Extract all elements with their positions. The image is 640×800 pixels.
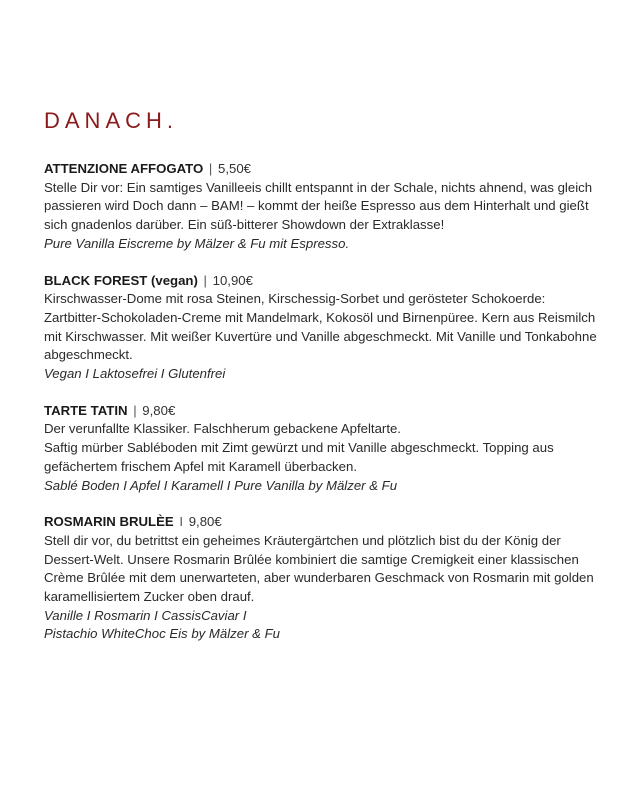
description-paragraph: Saftig mürber Sabléboden mit Zimt gewürzt und mit Vanille abgeschmeckt. Topping aus gefächertem frischem Apfel mit Karamell überbacken.	[44, 440, 554, 474]
menu-item-description	[44, 290, 604, 365]
menu-item-price: 9,80€	[188, 514, 222, 530]
menu-item-header	[44, 272, 604, 291]
menu-item-header	[44, 160, 604, 179]
menu-item-name: ATTENZIONE AFFOGATO	[44, 161, 204, 176]
menu-item-header	[44, 402, 604, 421]
price-separator: I	[179, 514, 184, 530]
menu-item	[44, 402, 604, 496]
menu-item-price: 9,80€	[142, 402, 176, 418]
menu-item-description	[44, 420, 604, 476]
menu-item	[44, 160, 604, 254]
description-paragraph: Stelle Dir vor: Ein samtiges Vanilleeis chillt entspannt in der Schale, nichts ahnend, was gleich passieren wird Doch dann – BAM! – kommt der heiße Espresso aus dem Hinterhalt und gießt sich gnadenlos darüber. Ein süß-bitterer Showdown der Extraklasse!	[44, 179, 593, 233]
dessert-list	[44, 160, 604, 662]
price-separator: |	[208, 161, 213, 176]
menu-item-ingredients-note: Vegan I Laktosefrei I Glutenfrei	[44, 366, 226, 382]
menu-item	[44, 272, 604, 384]
menu-item-name: ROSMARIN BRULÈE	[44, 514, 174, 530]
menu-item-ingredients-note: Vanille I Rosmarin I CassisCaviar I	[44, 607, 247, 623]
menu-item-description	[44, 179, 604, 235]
menu-item-ingredients-note: Pure Vanilla Eiscreme by Mälzer & Fu mit Espresso.	[44, 235, 350, 251]
price-separator: |	[203, 272, 207, 288]
description-paragraph: Stell dir vor, du betrittst ein geheimes Kräutergärtchen und plötzlich bist du der König der Dessert-Welt. Unsere Rosmarin Brûlée kombiniert die samtige Cremigkeit einer klassischen Crème Brûlée mit dem unerwarteten, aber wunderbaren Geschmack von Rosmarin mit golden karamellisiertem Zucker oben drauf.	[44, 532, 594, 605]
section-heading: DANACH.	[44, 108, 179, 133]
menu-item-price: 5,50€	[218, 161, 252, 176]
menu-item-ingredients-note: Sablé Boden I Apfel I Karamell I Pure Vanilla by Mälzer & Fu	[44, 477, 398, 493]
menu-item-price: 10,90€	[212, 272, 253, 288]
menu-item-header	[44, 513, 604, 532]
description-paragraph: Kirschwasser-Dome mit rosa Steinen, Kirschessig-Sorbet und gerösteter Schokoerde: Zartbitter-Schokoladen-Creme mit Mandelmark, Kokosöl und Birnenpüree. Kern aus Reismilch mit Kirschwasser. Mit weißer Kuvertüre und Vanille abgeschmeckt. Mit Vanille und Tonkabohne abgeschmeckt.	[44, 291, 597, 363]
price-separator: |	[133, 402, 137, 418]
menu-item-ingredients-note: Pistachio WhiteChoc Eis by Mälzer & Fu	[44, 626, 280, 642]
menu-item-name: TARTE TATIN	[44, 402, 128, 418]
menu-item-description	[44, 532, 604, 607]
menu-item	[44, 513, 604, 644]
menu-item-name: BLACK FOREST (vegan)	[44, 272, 198, 288]
description-paragraph: Der verunfallte Klassiker. Falschherum gebackene Apfeltarte.	[44, 421, 401, 437]
